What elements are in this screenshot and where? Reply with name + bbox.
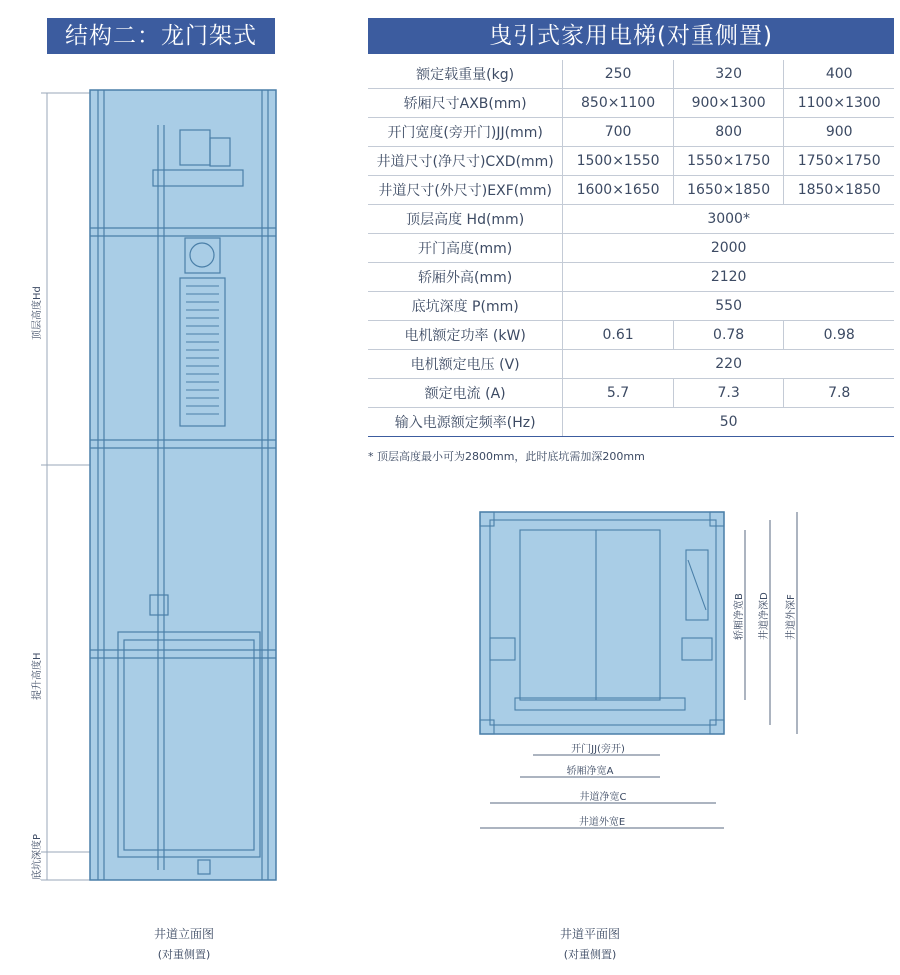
- spec-value: 1600×1650: [563, 176, 674, 205]
- spec-value: 0.98: [784, 321, 894, 350]
- spec-value: 800: [673, 118, 784, 147]
- spec-value: 50: [563, 408, 894, 437]
- spec-value: 220: [563, 350, 894, 379]
- spec-value: 3000*: [563, 205, 894, 234]
- spec-label: 底坑深度 P(mm): [368, 292, 563, 321]
- spec-value: 900: [784, 118, 894, 147]
- spec-value: 250: [563, 60, 674, 89]
- spec-label: 输入电源额定频率(Hz): [368, 408, 563, 437]
- spec-label: 轿厢尺寸AXB(mm): [368, 89, 563, 118]
- spec-value: 2000: [563, 234, 894, 263]
- spec-value: 1500×1550: [563, 147, 674, 176]
- spec-value: 7.8: [784, 379, 894, 408]
- spec-label: 轿厢外高(mm): [368, 263, 563, 292]
- spec-label: 电机额定电压 (V): [368, 350, 563, 379]
- label-door-width: 开门JJ(旁开): [571, 744, 625, 755]
- spec-value: 2120: [563, 263, 894, 292]
- spec-value: 700: [563, 118, 674, 147]
- spec-value: 1100×1300: [784, 89, 894, 118]
- label-car-depth: 轿厢净宽B: [734, 593, 745, 640]
- spec-value: 1850×1850: [784, 176, 894, 205]
- plan-shaft-outer: [480, 512, 724, 734]
- label-shaft-outer-depth: 井道外深F: [786, 594, 797, 640]
- spec-value: 900×1300: [673, 89, 784, 118]
- label-pit-depth: 底坑深度P: [32, 833, 43, 880]
- spec-value: 0.78: [673, 321, 784, 350]
- spec-label: 开门高度(mm): [368, 234, 563, 263]
- label-shaft-outer-width: 井道外宽E: [578, 817, 626, 828]
- spec-value: 1650×1850: [673, 176, 784, 205]
- spec-label: 开门宽度(旁开门)JJ(mm): [368, 118, 563, 147]
- label-lift-height: 提升高度H: [32, 652, 43, 700]
- spec-value: 5.7: [563, 379, 674, 408]
- spec-value: 850×1100: [563, 89, 674, 118]
- left-section-title: 结构二：龙门架式: [47, 18, 275, 54]
- plan-caption: [490, 925, 690, 962]
- spec-value: 400: [784, 60, 894, 89]
- label-car-width: 轿厢净宽A: [566, 766, 614, 777]
- spec-label: 井道尺寸(净尺寸)CXD(mm): [368, 147, 563, 176]
- spec-value: 7.3: [673, 379, 784, 408]
- spec-label: 电机额定功率 (kW): [368, 321, 563, 350]
- spec-label: 额定电流 (A): [368, 379, 563, 408]
- elevation-caption-sub: (对重侧置): [157, 948, 211, 961]
- spec-value: 1550×1750: [673, 147, 784, 176]
- footnote: * 顶层高度最小可为2800mm，此时底坑需加深200mm: [368, 450, 645, 463]
- spec-value: 0.61: [563, 321, 674, 350]
- spec-value: 1750×1750: [784, 147, 894, 176]
- plan-caption-title: 井道平面图: [559, 927, 620, 941]
- spec-label: 顶层高度 Hd(mm): [368, 205, 563, 234]
- spec-label: 井道尺寸(外尺寸)EXF(mm): [368, 176, 563, 205]
- spec-value: 320: [673, 60, 784, 89]
- elevation-caption-title: 井道立面图: [153, 927, 214, 941]
- spec-label: 额定载重量(kg): [368, 60, 563, 89]
- label-shaft-net-depth: 井道净深D: [759, 592, 770, 640]
- spec-value: 550: [563, 292, 894, 321]
- label-shaft-net-width: 井道净宽C: [579, 792, 627, 803]
- plan-caption-sub: (对重侧置): [563, 948, 617, 961]
- right-section-title: 曳引式家用电梯(对重侧置): [368, 18, 894, 54]
- label-top-height: 顶层高度Hd: [32, 286, 43, 340]
